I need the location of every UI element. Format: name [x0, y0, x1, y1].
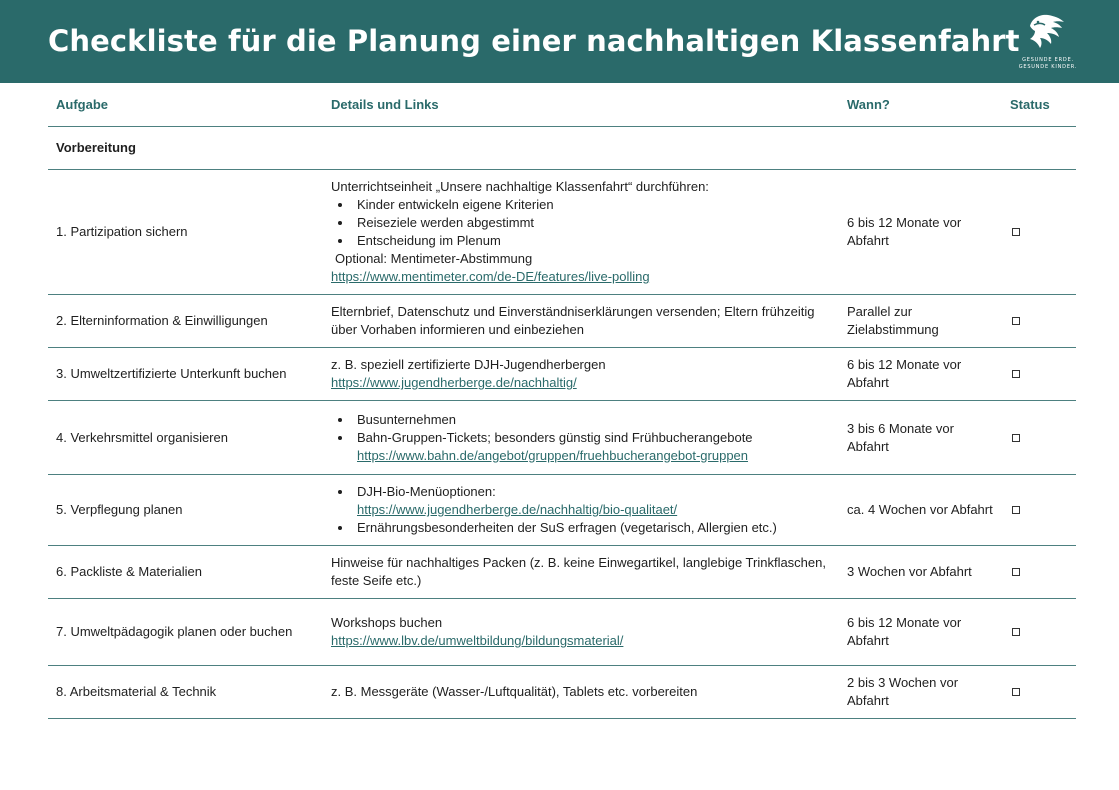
details-cell: Hinweise für nachhaltiges Packen (z. B. keine Einwegartikel, langlebige Trinkflaschen, feste Seife etc.) — [331, 546, 839, 599]
link[interactable]: https://www.bahn.de/angebot/gruppen/fruehbucherangebot-gruppen — [357, 447, 749, 463]
details-note: Optional: Mentimeter-Abstimmung — [335, 251, 533, 266]
table-row — [48, 170, 1076, 295]
when-cell: 6 bis 12 Monate vor Abfahrt — [839, 348, 1002, 401]
table-row — [48, 348, 1076, 401]
link[interactable]: https://www.mentimeter.com/de-DE/features/live-polling — [331, 269, 650, 284]
column-header-task: Aufgabe — [48, 83, 331, 127]
task-cell: 8. Arbeitsmaterial & Technik — [48, 666, 331, 719]
status-cell — [1002, 401, 1076, 475]
status-checkbox[interactable] — [1012, 370, 1020, 378]
bullet-list — [331, 483, 831, 537]
list-item: • Busunternehmen — [353, 411, 831, 429]
details-cell — [331, 475, 839, 546]
table-header-row — [48, 83, 1076, 127]
lion-logo-icon — [1024, 12, 1070, 54]
list-item: • Entscheidung im Plenum — [353, 232, 831, 250]
when-cell: 3 bis 6 Monate vor Abfahrt — [839, 401, 1002, 475]
task-cell: 7. Umweltpädagogik planen oder buchen — [48, 599, 331, 666]
link[interactable]: https://www.jugendherberge.de/nachhaltig/ — [331, 375, 577, 390]
table-row — [48, 546, 1076, 599]
status-checkbox[interactable] — [1012, 688, 1020, 696]
task-cell: 4. Verkehrsmittel organisieren — [48, 401, 331, 475]
when-cell: ca. 4 Wochen vor Abfahrt — [839, 475, 1002, 546]
status-checkbox[interactable] — [1012, 506, 1020, 514]
list-item: • Ernährungsbesonderheiten der SuS erfragen (vegetarisch, Allergien etc.) — [353, 519, 831, 537]
task-cell: 1. Partizipation sichern — [48, 170, 331, 295]
when-cell: 3 Wochen vor Abfahrt — [839, 546, 1002, 599]
status-checkbox[interactable] — [1012, 628, 1020, 636]
details-text: Unterrichtseinheit „Unsere nachhaltige Klassenfahrt“ durchführen: — [331, 179, 709, 194]
status-cell — [1002, 475, 1076, 546]
status-checkbox[interactable] — [1012, 317, 1020, 325]
list-item-text: • DJH-Bio-Menüoptionen: — [357, 484, 496, 499]
table-row — [48, 295, 1076, 348]
list-item — [353, 483, 831, 519]
task-cell: 3. Umweltzertifizierte Unterkunft buchen — [48, 348, 331, 401]
status-cell — [1002, 170, 1076, 295]
status-cell — [1002, 295, 1076, 348]
details-cell: z. B. Messgeräte (Wasser-/Luftqualität), Tablets etc. vorbereiten — [331, 666, 839, 719]
logo-tagline-2: GESUNDE KINDER. — [1018, 64, 1078, 70]
table-row — [48, 666, 1076, 719]
status-cell — [1002, 666, 1076, 719]
table-row — [48, 401, 1076, 475]
section-row — [48, 127, 1076, 170]
bullet-list — [331, 196, 831, 250]
task-cell: 6. Packliste & Materialien — [48, 546, 331, 599]
link[interactable]: https://www.jugendherberge.de/nachhaltig/bio-qualitaet/ — [357, 502, 678, 517]
status-checkbox[interactable] — [1012, 228, 1020, 236]
details-text: z. B. speziell zertifizierte DJH-Jugendherbergen — [331, 357, 606, 372]
logo-tagline-1: GESUNDE ERDE. — [1022, 57, 1074, 63]
link[interactable]: https://www.lbv.de/umweltbildung/bildungsmaterial/ — [331, 633, 624, 648]
table-row — [48, 599, 1076, 666]
column-header-details: Details und Links — [331, 83, 839, 127]
task-cell: 5. Verpflegung planen — [48, 475, 331, 546]
list-item-text: • Bahn-Gruppen-Tickets; besonders günstig sind Frühbucherangebote — [357, 429, 753, 445]
when-cell: Parallel zur Zielabstimmung — [839, 295, 1002, 348]
details-cell: Elternbrief, Datenschutz und Einverständniserklärungen versenden; Eltern frühzeitig über Vorhaben informieren und einbeziehen — [331, 295, 839, 348]
task-cell: 2. Elterninformation & Einwilligungen — [48, 295, 331, 348]
bullet-list — [331, 411, 831, 465]
column-header-status: Status — [1002, 83, 1076, 127]
list-item: • Kinder entwickeln eigene Kriterien — [353, 196, 831, 214]
checklist-table — [48, 83, 1076, 719]
table-row — [48, 475, 1076, 546]
list-item — [353, 429, 831, 465]
when-cell: 6 bis 12 Monate vor Abfahrt — [839, 599, 1002, 666]
logo — [1010, 12, 1086, 72]
status-cell — [1002, 348, 1076, 401]
status-cell — [1002, 599, 1076, 666]
details-cell — [331, 401, 839, 475]
details-cell — [331, 348, 839, 401]
section-title: Vorbereitung — [48, 127, 1076, 170]
status-checkbox[interactable] — [1012, 568, 1020, 576]
status-cell — [1002, 546, 1076, 599]
list-item: • Reiseziele werden abgestimmt — [353, 214, 831, 232]
page-header — [0, 0, 1119, 83]
status-checkbox[interactable] — [1012, 434, 1020, 442]
page-title: Checkliste für die Planung einer nachhaltigen Klassenfahrt — [48, 24, 1020, 58]
details-cell — [331, 599, 839, 666]
column-header-when: Wann? — [839, 83, 1002, 127]
details-text: Workshops buchen — [331, 615, 443, 630]
details-cell — [331, 170, 839, 295]
when-cell: 6 bis 12 Monate vor Abfahrt — [839, 170, 1002, 295]
when-cell: 2 bis 3 Wochen vor Abfahrt — [839, 666, 1002, 719]
